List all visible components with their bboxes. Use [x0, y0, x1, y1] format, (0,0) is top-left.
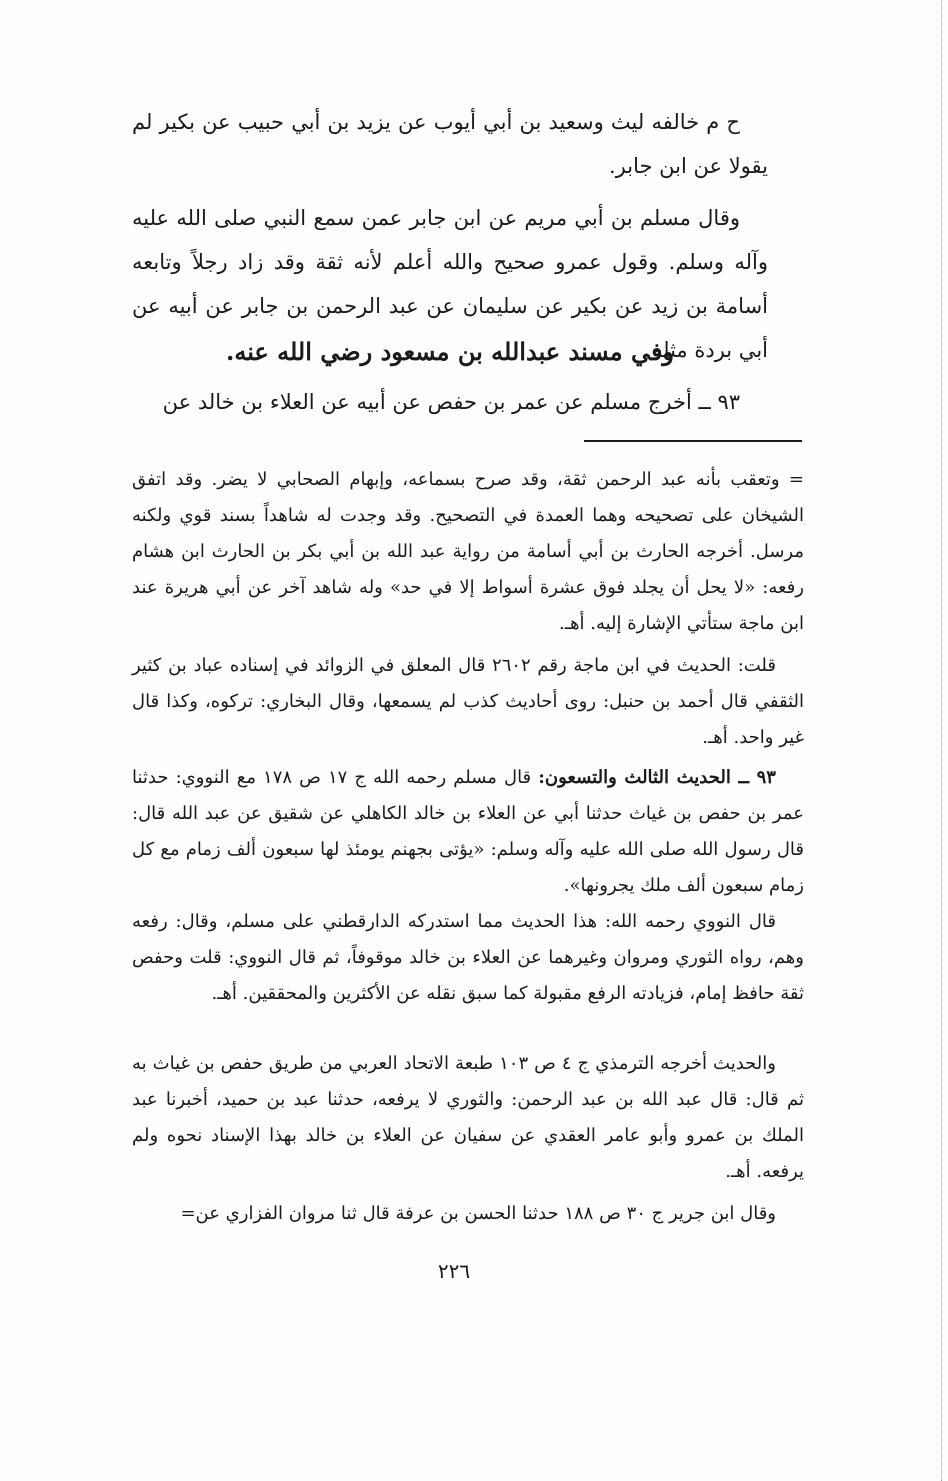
footnote-3 — [132, 760, 804, 904]
footnote-1: = وتعقب بأنه عبد الرحمن ثقة، وقد صرح بسماعه، وإبهام الصحابي لا يضر. وقد اتفق الشيخان على تصحيحه وهما العمدة في التصحيح. وقد وجدت له شاهداً بسند قوي ولكنه مرسل. أخرجه الحارث بن أبي أسامة من رواية عبد الله بن أبي بكر بن الحارث ابن هشام رفعه: «لا يحل أن يجلد فوق عشرة أسواط إلا في حد» وله شاهد آخر عن أبي هريرة عند ابن ماجة ستأتي الإشارة إليه. أهـ. — [132, 469, 804, 634]
page-number: ٢٢٦ — [437, 1259, 471, 1283]
main-paragraph-3: ٩٣ ــ أخرج مسلم عن عمر بن حفص عن أبيه عن العلاء بن خالد عن — [162, 390, 740, 414]
footnote-6: وقال ابن جرير ج ٣٠ ص ١٨٨ حدثنا الحسن بن عرفة قال ثنا مروان الفزاري عن= — [180, 1203, 776, 1224]
hadith-body: قال مسلم رحمه الله ج ١٧ ص ١٧٨ مع النووي: حدثنا عمر بن حفص بن غياث حدثنا أبي عن العلاء بن خالد الكاهلي عن شقيق عن عبد الله قال: قال رسول الله صلى الله عليه وآله وسلم: «يؤتى بجهنم يومئذ لها سبعون ألف زمام مع كل زمام سبعون ألف ملك يجرونها». — [132, 767, 804, 896]
footnote-2: قلت: الحديث في ابن ماجة رقم ٢٦٠٢ قال المعلق في الزوائد في إسناده عباد بن كثير الثقفي قال أحمد بن حنبل: روى أحاديث كذب لم يسمعها، وقال البخاري: تركوه، وكذا قال غير واحد. أهـ. — [132, 655, 804, 748]
footnote-5: والحديث أخرجه الترمذي ج ٤ ص ١٠٣ طبعة الاتحاد العربي من طريق حفص بن غياث به ثم قال: قال عبد الله بن عبد الرحمن: والثوري لا يرفعه، حدثنا عبد بن حميد، أخبرنا عبد الملك بن عمرو وأبو عامر العقدي عن سفيان عن العلاء بن خالد بهذا الإسناد نحوه ولم يرفعه. أهـ. — [132, 1053, 804, 1182]
main-paragraph-2: وقال مسلم بن أبي مريم عن ابن جابر عمن سمع النبي صلى الله عليه وآله وسلم. وقول عمرو صحيح والله أعلم لأنه ثقة وقد زاد رجلاً وتابعه أسامة بن زيد عن بكير عن سليمان عن عبد الرحمن بن جابر عن أبيه عن أبي بردة مثله. — [132, 206, 768, 362]
hadith-title: ٩٣ ــ الحديث الثالث والتسعون: — [538, 767, 776, 788]
section-heading: وفي مسند عبدالله بن مسعود رضي الله عنه. — [225, 337, 675, 366]
footnote-4: قال النووي رحمه الله: هذا الحديث مما استدركه الدارقطني على مسلم، وقال: رفعه وهم، رواه الثوري ومروان وغيرهما عن العلاء بن خالد موقوفاً، ثم قال النووي: قلت وحفص ثقة حافظ إمام، فزيادته الرفع مقبولة كما سبق نقله عن الأكثرين والمحققين. أهـ. — [132, 911, 804, 1004]
main-paragraph-1: ح م خالفه ليث وسعيد بن أبي أيوب عن يزيد بن أبي حبيب عن بكير لم يقولا عن ابن جابر. — [132, 110, 768, 178]
page-edge-line — [940, 0, 942, 1481]
footnote-separator — [584, 440, 802, 442]
